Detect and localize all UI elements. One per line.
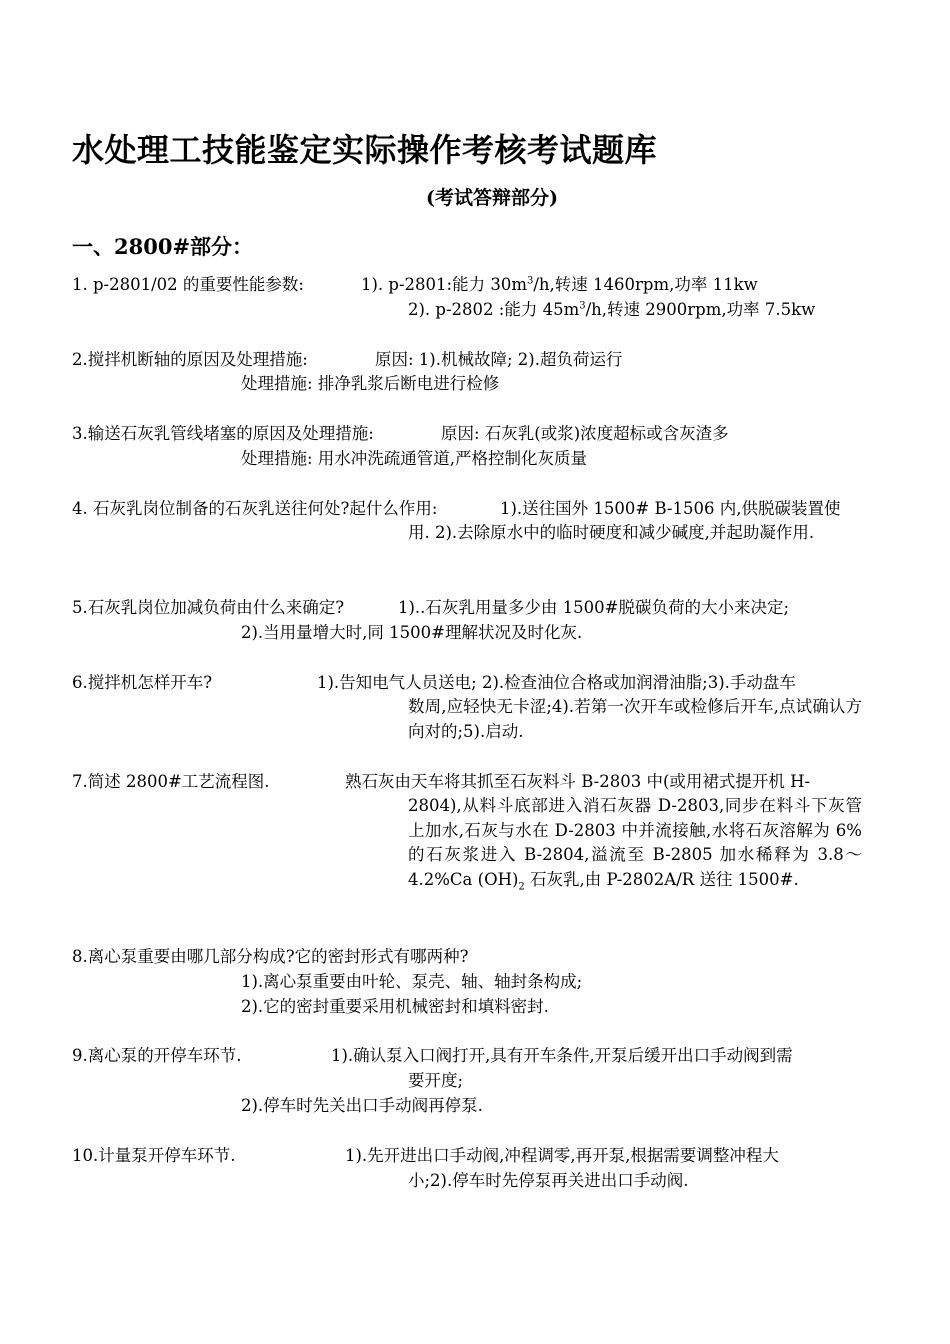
answer-1-line-2: 2). p-2802 :能力 $45m^3/h$,转速 2900rpm,功率 7.5kw bbox=[408, 300, 816, 319]
answer-7-line-1: 熟石灰由天车将其抓至石灰料斗 B-2803 中(或用裙式提开机 H- bbox=[345, 772, 811, 791]
answer-3-line-2: 处理措施: 用水冲洗疏通管道,严格控制化灰质量 bbox=[241, 449, 588, 468]
answer-3-line-1: 原因: 石灰乳(或浆)浓度超标或含灰渣多 bbox=[441, 424, 729, 443]
question-1: 1. p-2801/02 的重要性能参数: bbox=[72, 275, 304, 294]
answer-5-line-2: 2).当用量增大时,同 1500#理解状况及时化灰. bbox=[241, 623, 583, 642]
answer-5-line-1: 1)..石灰乳用量多少由 1500#脱碳负荷的大小来决定; bbox=[398, 598, 790, 617]
page-subtitle: (考试答辩部分) bbox=[426, 187, 558, 209]
answer-7-block: 2804),从料斗底部进入消石灰器 D-2803,同步在料斗下灰管上加水,石灰与水在 D-2803 中并流接触,水将石灰溶解为 6%的石灰浆进入 B-2804,溢流至 B-2805 加水稀释为 3.8～4.2%Ca $(OH)_2$ 石灰乳,由 P-2802A/R 送往 1500#. bbox=[408, 796, 862, 892]
answer-2-line-1: 原因: 1).机械故障; 2).超负荷运行 bbox=[375, 350, 623, 369]
answer-9-line-1: 1).确认泵入口阀打开,具有开车条件,开泵后缓开出口手动阀到需 bbox=[331, 1046, 793, 1065]
answer-10-line-2: 小;2).停车时先停泵再关进出口手动阀. bbox=[408, 1171, 689, 1190]
answer-10-line-1: 1).先开进出口手动阀,冲程调零,再开泵,根据需要调整冲程大 bbox=[345, 1146, 779, 1165]
answer-8-line-1: 1).离心泵重要由叶轮、泵壳、轴、轴封条构成; bbox=[241, 972, 583, 991]
answer-6-line-1: 1).告知电气人员送电; 2).检查油位合格或加润滑油脂;3).手动盘车 bbox=[317, 673, 796, 692]
answer-4-block: 用. 2).去除原水中的临时硬度和减少碱度,并起助凝作用. bbox=[408, 523, 815, 542]
question-6: 6.搅拌机怎样开车? bbox=[72, 673, 213, 692]
question-3: 3.输送石灰乳管线堵塞的原因及处理措施: bbox=[72, 424, 374, 443]
answer-1-line-1: 1). p-2801:能力 $30m^3/h$,转速 1460rpm,功率 11kw bbox=[361, 275, 758, 294]
question-5: 5.石灰乳岗位加减负荷由什么来确定? bbox=[72, 598, 345, 617]
answer-8-line-2: 2).它的密封重要采用机械密封和填料密封. bbox=[241, 997, 549, 1016]
question-2: 2.搅拌机断轴的原因及处理措施: bbox=[72, 350, 308, 369]
question-10: 10.计量泵开停车环节. bbox=[72, 1146, 236, 1165]
answer-4-line-1: 1).送往国外 1500# B-1506 内,供脱碳装置使 bbox=[500, 499, 841, 518]
answer-9-line-2: 要开度; bbox=[408, 1071, 464, 1090]
question-8: 8.离心泵重要由哪几部分构成?它的密封形式有哪两种? bbox=[72, 947, 469, 966]
answer-9-line-3: 2).停车时先关出口手动阀再停泵. bbox=[241, 1096, 483, 1115]
question-9: 9.离心泵的开停车环节. bbox=[72, 1046, 242, 1065]
section-heading: 一、2800#部分： bbox=[72, 234, 254, 259]
answer-6-block: 数周,应轻快无卡涩;4).若第一次开车或检修后开车,点试确认方向对的;5).启动. bbox=[408, 697, 862, 741]
question-4: 4. 石灰乳岗位制备的石灰乳送往何处?起什么作用: bbox=[72, 499, 438, 518]
page-title: 水处理工技能鉴定实际操作考核考试题库 bbox=[72, 131, 658, 169]
answer-2-line-2: 处理措施: 排净乳浆后断电进行检修 bbox=[241, 374, 500, 393]
question-7: 7.简述 2800#工艺流程图. bbox=[72, 772, 270, 791]
